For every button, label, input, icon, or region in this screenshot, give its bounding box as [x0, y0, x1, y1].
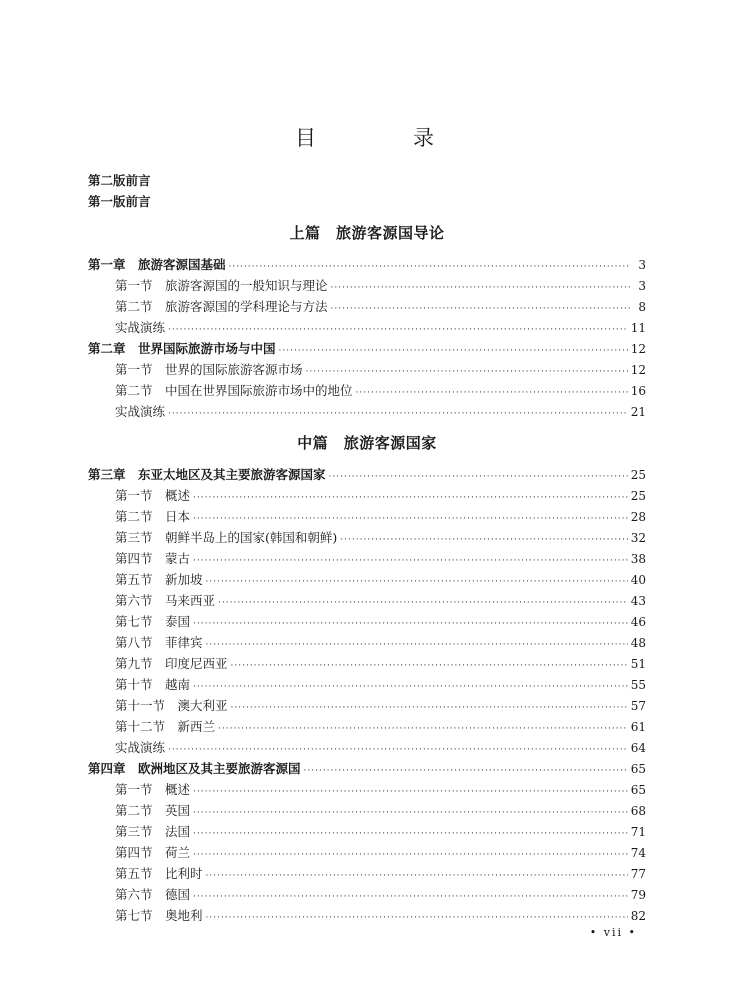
page-folio: • vii •	[589, 926, 637, 939]
toc-entry-label: 第二节 中国在世界国际旅游市场中的地位	[115, 383, 353, 398]
toc-section-row[interactable]	[88, 611, 646, 632]
toc-section-row[interactable]	[88, 842, 646, 863]
toc-section-row[interactable]	[88, 695, 646, 716]
toc-page-number: 74	[630, 846, 646, 860]
page-title	[0, 122, 729, 152]
dot-leader	[193, 824, 628, 845]
table-of-contents	[88, 212, 646, 926]
toc-entry-label: 第三节 朝鲜半岛上的国家(韩国和朝鲜)	[115, 530, 338, 545]
dot-leader	[231, 698, 628, 719]
dot-leader	[193, 614, 628, 635]
toc-page-number: 43	[630, 594, 646, 608]
toc-entry-label: 实战演练	[115, 404, 166, 419]
toc-section-row[interactable]	[88, 380, 646, 401]
toc-page-number: 16	[630, 384, 646, 398]
toc-entry-label: 第八节 菲律宾	[115, 635, 203, 650]
toc-section-row[interactable]	[88, 275, 646, 296]
toc-entry-label: 第一章 旅游客源国基础	[88, 257, 226, 272]
toc-section-row[interactable]	[88, 737, 646, 758]
toc-page-number: 12	[630, 342, 646, 356]
toc-section-row[interactable]	[88, 779, 646, 800]
toc-chapter-row[interactable]	[88, 758, 646, 779]
toc-entry-label: 第十二节 新西兰	[115, 719, 216, 734]
toc-chapter-row[interactable]	[88, 254, 646, 275]
toc-entry-label: 第五节 比利时	[115, 866, 203, 881]
toc-page-number: 68	[630, 804, 646, 818]
toc-section-row[interactable]	[88, 527, 646, 548]
toc-entry-label: 第二章 世界国际旅游市场与中国	[88, 341, 276, 356]
toc-entry-label: 实战演练	[115, 740, 166, 755]
dot-leader	[356, 383, 628, 404]
toc-page-number: 12	[630, 363, 646, 377]
part-title: 上篇 旅游客源国导论	[289, 224, 445, 242]
toc-entry-label: 第四节 荷兰	[115, 845, 191, 860]
toc-section-row[interactable]	[88, 821, 646, 842]
dot-leader	[218, 719, 628, 740]
toc-page-number: 71	[630, 825, 646, 839]
toc-entry-label: 第三节 法国	[115, 824, 191, 839]
toc-page-number: 28	[630, 510, 646, 524]
toc-entry-label: 第九节 印度尼西亚	[115, 656, 228, 671]
dot-leader	[206, 572, 628, 593]
toc-page-number: 8	[638, 300, 646, 314]
preface-list	[88, 170, 151, 212]
toc-section-row[interactable]	[88, 674, 646, 695]
toc-entry-label: 实战演练	[115, 320, 166, 335]
toc-entry-label: 第三章 东亚太地区及其主要旅游客源国家	[88, 467, 326, 482]
toc-section-row[interactable]	[88, 800, 646, 821]
toc-page-number: 48	[630, 636, 646, 650]
toc-entry-label: 第二节 旅游客源国的学科理论与方法	[115, 299, 328, 314]
toc-section-row[interactable]	[88, 569, 646, 590]
dot-leader	[193, 488, 628, 509]
toc-section-row[interactable]	[88, 506, 646, 527]
toc-page-number: 79	[630, 888, 646, 902]
dot-leader	[193, 845, 628, 866]
page-title-text: 目 录	[295, 126, 472, 150]
toc-page-number: 57	[630, 699, 646, 713]
dot-leader	[193, 551, 628, 572]
toc-entry-label: 第二节 英国	[115, 803, 191, 818]
toc-section-row[interactable]	[88, 590, 646, 611]
dot-leader	[206, 908, 628, 929]
dot-leader	[231, 656, 628, 677]
toc-page-number: 32	[630, 531, 646, 545]
dot-leader	[279, 341, 628, 362]
toc-page-number: 61	[630, 720, 646, 734]
dot-leader	[331, 299, 631, 320]
toc-entry-label: 第十节 越南	[115, 677, 191, 692]
preface-second-edition[interactable]: 第二版前言	[88, 173, 151, 188]
toc-page-number: 82	[630, 909, 646, 923]
toc-page-number: 55	[630, 678, 646, 692]
toc-entry-label: 第二节 日本	[115, 509, 191, 524]
toc-entry-label: 第六节 德国	[115, 887, 191, 902]
toc-entry-label: 第四章 欧洲地区及其主要旅游客源国	[88, 761, 301, 776]
dot-leader	[329, 467, 628, 488]
toc-section-row[interactable]	[88, 863, 646, 884]
toc-section-row[interactable]	[88, 359, 646, 380]
toc-section-row[interactable]	[88, 905, 646, 926]
toc-page-number: 51	[630, 657, 646, 671]
toc-page-number: 77	[630, 867, 646, 881]
toc-section-row[interactable]	[88, 401, 646, 422]
toc-section-row[interactable]	[88, 653, 646, 674]
toc-section-row[interactable]	[88, 296, 646, 317]
dot-leader	[306, 362, 628, 383]
toc-entry-label: 第七节 奥地利	[115, 908, 203, 923]
toc-section-row[interactable]	[88, 884, 646, 905]
toc-entry-label: 第五节 新加坡	[115, 572, 203, 587]
toc-entry-label: 第六节 马来西亚	[115, 593, 216, 608]
preface-first-edition[interactable]: 第一版前言	[88, 194, 151, 209]
dot-leader	[193, 803, 628, 824]
toc-section-row[interactable]	[88, 317, 646, 338]
dot-leader	[218, 593, 628, 614]
toc-page-number: 25	[630, 489, 646, 503]
toc-entry-label: 第一节 世界的国际旅游客源市场	[115, 362, 303, 377]
dot-leader	[193, 677, 628, 698]
toc-page-number: 65	[630, 762, 646, 776]
toc-page-number: 3	[638, 258, 646, 272]
toc-page-number: 65	[630, 783, 646, 797]
toc-page-number: 38	[630, 552, 646, 566]
toc-page-number: 46	[630, 615, 646, 629]
toc-chapter-row[interactable]	[88, 338, 646, 359]
dot-leader	[331, 278, 631, 299]
dot-leader	[206, 866, 628, 887]
toc-page-number: 40	[630, 573, 646, 587]
toc-chapter-row[interactable]	[88, 464, 646, 485]
toc-page-number: 21	[630, 405, 646, 419]
toc-entry-label: 第一节 概述	[115, 488, 191, 503]
toc-page-number: 25	[630, 468, 646, 482]
dot-leader	[304, 761, 628, 782]
toc-entry-label: 第一节 概述	[115, 782, 191, 797]
toc-page-number: 3	[638, 279, 646, 293]
dot-leader	[193, 782, 628, 803]
toc-page-number: 64	[630, 741, 646, 755]
toc-entry-label: 第七节 泰国	[115, 614, 191, 629]
dot-leader	[193, 887, 628, 908]
dot-leader	[206, 635, 628, 656]
part-title: 中篇 旅游客源国家	[297, 434, 437, 452]
toc-section-row[interactable]	[88, 716, 646, 737]
toc-entry-label: 第十一节 澳大利亚	[115, 698, 228, 713]
toc-section-row[interactable]	[88, 632, 646, 653]
toc-section-row[interactable]	[88, 485, 646, 506]
toc-entry-label: 第一节 旅游客源国的一般知识与理论	[115, 278, 328, 293]
toc-section-row[interactable]	[88, 548, 646, 569]
toc-entry-label: 第四节 蒙古	[115, 551, 191, 566]
toc-page-number: 11	[630, 321, 646, 335]
dot-leader	[340, 530, 627, 551]
